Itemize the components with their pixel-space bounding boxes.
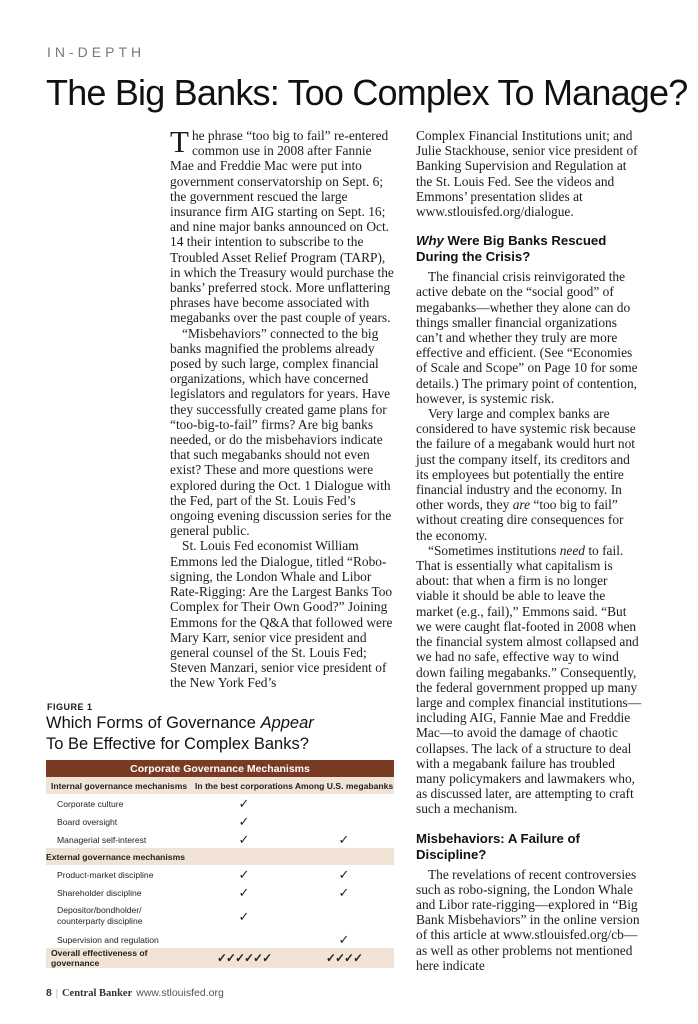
column-header: Among U.S. megabanks [294, 777, 394, 795]
table-row [46, 795, 394, 813]
paragraph [416, 406, 642, 543]
check-cell: ✓ [294, 831, 394, 849]
figure-title-text: Which Forms of Governance [46, 714, 261, 732]
row-label [46, 902, 194, 931]
paragraph-text: to fail. That is essentially what capitalism is about: that when a firm is no longer viable it should be able to leave the market (e.g., fail),” Emmons said. “But we were caught flat-footed in 2008 when the financial system almost collapsed and we had no safe, effective way to wind down failing megabanks.” Consequently, the federal government propped up many large and complex financial institutions—including AIG, Fannie Mae and Freddie Mac—to avoid the damage of chaotic collapses. The lack of a structure to deal with a megabank failure has troubled many policymakers and lawmakers who, as discussed later, are attempting to craft such a mechanism. [416, 542, 642, 817]
row-label-line: Depositor/bondholder/ [57, 905, 142, 915]
table-title-row [46, 760, 394, 777]
page-number: 8 [46, 987, 52, 999]
check-cell: ✓ [194, 884, 294, 902]
article-column-2 [416, 128, 642, 973]
paragraph: Complex Financial Institutions unit; and Julie Stackhouse, senior vice president of Banking Supervision and Regulation at the St. Louis Fed. See the videos and Emmons’ presentation slides at www.stlouisfed.org/dialogue. [416, 128, 638, 220]
check-cell: ✓ [194, 902, 294, 931]
table-row [46, 884, 394, 902]
check-cell: ✓ [294, 931, 394, 949]
check-cell: ✓ [294, 884, 394, 902]
table-row [46, 866, 394, 884]
check-cell [294, 813, 394, 831]
emphasis: are [512, 497, 531, 513]
page-footer [46, 987, 224, 999]
row-label: Supervision and regulation [46, 931, 194, 949]
paragraph-text: he phrase “too big to fail” re-entered common use in 2008 after Fannie Mae and Freddie Mac were put into government conservatorship on Sept. 6; the government rescued the large insurance firm AIG starting on Sept. 16; and nine major banks announced on Oct. 14 their intention to subscribe to the Troubled Asset Relief Program (TARP), in which the Treasury would purchase the banks’ preferred stock. More unflattering phrases have become associated with megabanks over the past couple of years. [170, 128, 394, 326]
row-label: Overall effectiveness of governance [46, 948, 194, 968]
row-label: Product-market discipline [46, 866, 194, 884]
figure-title-emphasis: Appear [260, 714, 314, 732]
check-cell: ✓✓✓✓✓✓ [194, 948, 294, 968]
row-label: Managerial self-interest [46, 831, 194, 849]
table-row [46, 902, 394, 931]
figure-title [46, 713, 366, 755]
check-cell: ✓ [194, 831, 294, 849]
footer-separator: | [55, 988, 58, 999]
table-total-row [46, 948, 394, 968]
article-headline: The Big Banks: Too Complex To Manage? [46, 72, 688, 113]
paragraph-text: “too big to fail” without creating dire consequences for the economy. [416, 497, 624, 543]
check-cell: ✓ [194, 795, 294, 813]
figure-label: FIGURE 1 [47, 702, 93, 712]
table-row [46, 931, 394, 949]
article-column-1 [170, 124, 396, 691]
governance-table [46, 760, 394, 968]
table-row [46, 831, 394, 849]
subheading-text: Were Big Banks Rescued During the Crisis? [416, 233, 607, 265]
drop-cap: T [170, 124, 189, 159]
paragraph [416, 543, 642, 817]
row-label-line: counterparty discipline [57, 916, 143, 926]
check-cell [194, 931, 294, 949]
paragraph-text: Very large and complex banks are considered to have systemic risk because the failure of a megabank would hurt not just the company itself, its creditors and its employees but potentially the entire financial industry and the economy. In other words, they [416, 406, 636, 513]
check-cell: ✓ [194, 866, 294, 884]
publication-name: Central Banker [61, 988, 133, 999]
check-cell: ✓✓✓✓ [294, 948, 394, 968]
table-section-row [46, 848, 394, 866]
table-title: Corporate Governance Mechanisms [46, 760, 394, 777]
column-header: In the best corporations [194, 777, 294, 795]
publication-url: www.stlouisfed.org [136, 987, 224, 999]
paragraph: “Misbehaviors” connected to the big banks magnified the problems already posed by such large, complex financial organizations, which have concerned legislators and regulators for years. Have they successfully created game plans for “too-big-to-fail” firms? Are big banks needed, or do the misbehaviors indicate that such megabanks should not even exist? These and more questions were explored during the Oct. 1 Dialogue with the Fed, part of the St. Louis Fed’s ongoing evening discussion series for the general public. [170, 325, 392, 539]
table-header-row [46, 777, 394, 795]
paragraph: The revelations of recent controversies such as robo-signing, the London Whale and Libor rate-rigging—explored in “Big Bank Misbehaviors” in the online version of this article at www.stlouisfed.org/cb—as well as other problems not mentioned here indicate [416, 866, 640, 973]
figure-title-text: To Be Effective for Complex Banks? [46, 735, 309, 753]
table-row [46, 813, 394, 831]
paragraph-text: “Sometimes institutions [428, 542, 560, 558]
check-cell [294, 795, 394, 813]
section-kicker: IN-DEPTH [47, 44, 146, 60]
paragraph [170, 124, 396, 326]
emphasis: need [559, 542, 585, 558]
subheading [416, 233, 642, 265]
check-cell: ✓ [294, 866, 394, 884]
row-label: Board oversight [46, 813, 194, 831]
check-cell: ✓ [194, 813, 294, 831]
paragraph: The financial crisis reinvigorated the active debate on the “social good” of megabanks—whether they alone can do things smaller financial organizations can’t and whether they truly are more effective and efficient. (See “Economies of Scale and Scope” on Page 10 for some details.) The primary point of contention, however, is systemic risk. [416, 269, 638, 406]
subheading-emphasis: Why [416, 233, 444, 249]
row-label: Shareholder discipline [46, 884, 194, 902]
check-cell [294, 902, 394, 931]
subheading: Misbehaviors: A Failure of Discipline? [416, 830, 580, 862]
section-header: External governance mechanisms [46, 848, 394, 866]
column-header: Internal governance mechanisms [46, 777, 194, 795]
row-label: Corporate culture [46, 795, 194, 813]
paragraph: St. Louis Fed economist William Emmons led the Dialogue, titled “Robo-signing, the London Whale and Libor Rate-Rigging: Are the Largest Banks Too Complex for Their Own Good?” Joining Emmons for the Q&A that followed were Mary Karr, senior vice president and general counsel of the St. Louis Fed; Steven Manzari, senior vice president of the New York Fed’s [170, 538, 393, 691]
